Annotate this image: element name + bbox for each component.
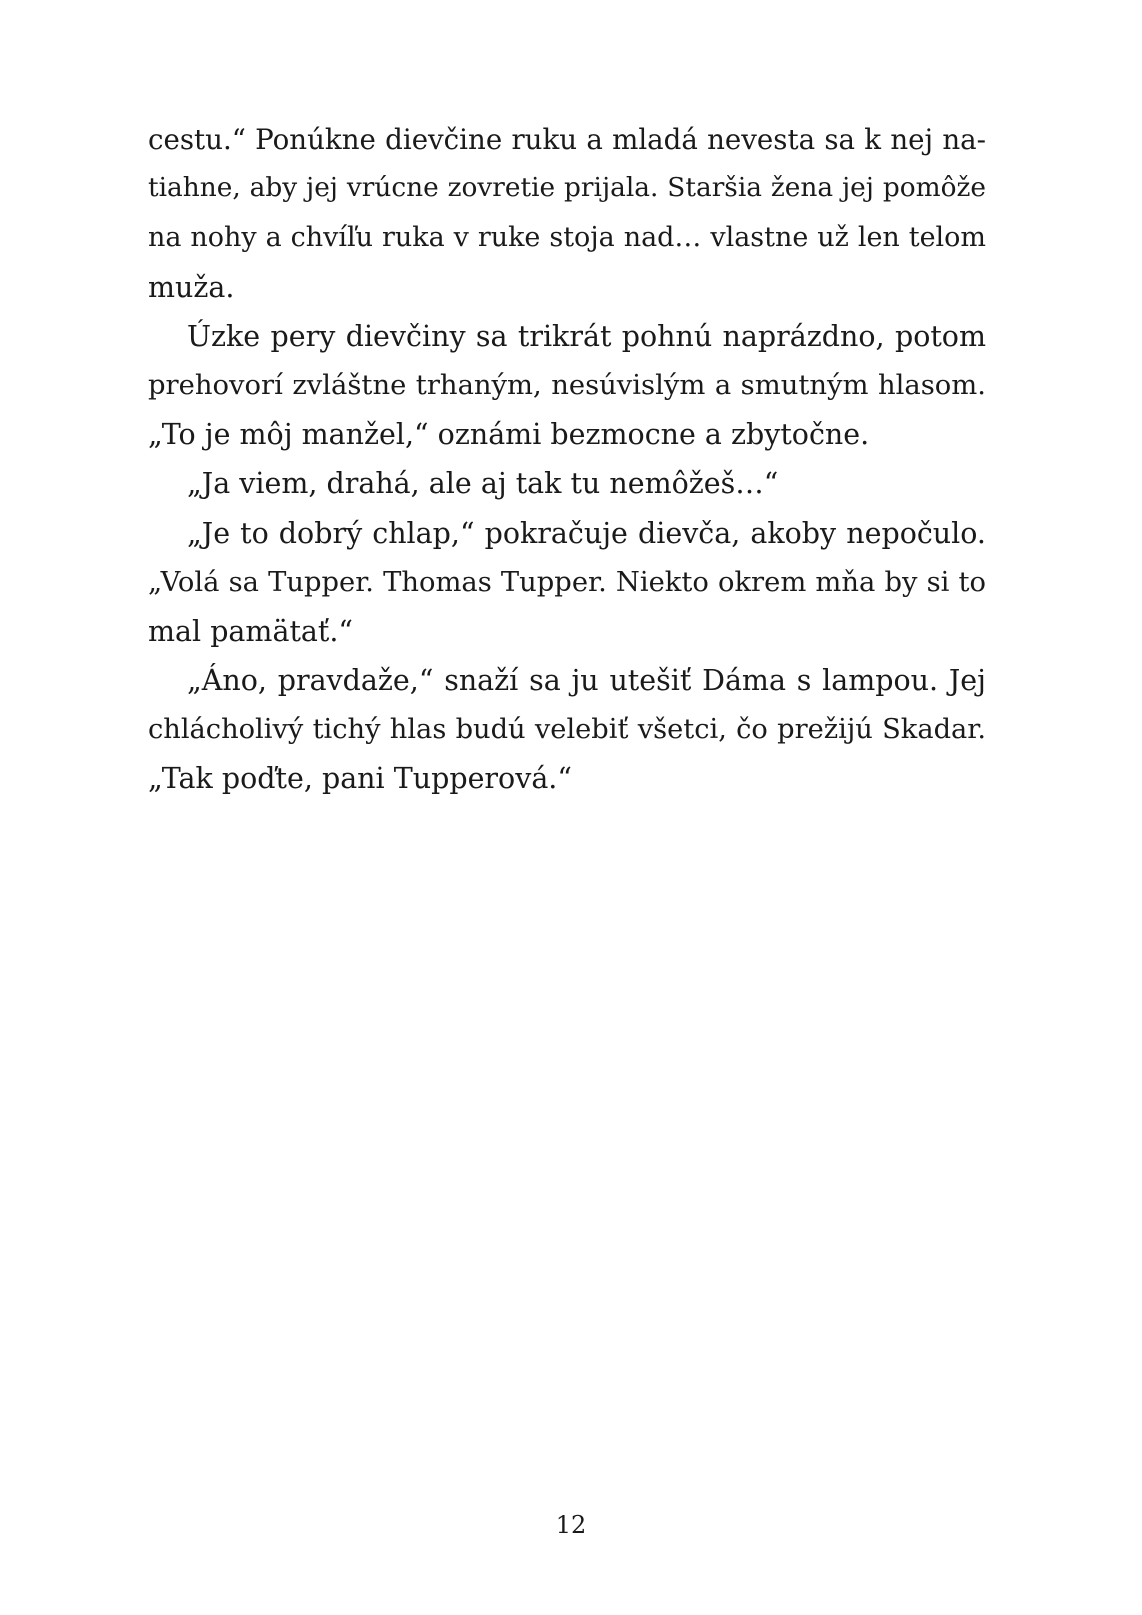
paragraph-4 — [148, 509, 986, 657]
page-number: 12 — [555, 1511, 587, 1539]
text-line: „Tak poďte, pani Tupperová.“ — [148, 762, 572, 796]
paragraph-2 — [148, 312, 986, 460]
text-line: „Volá sa Tupper. Thomas Tupper. Niekto okrem mňa by si to — [148, 566, 986, 598]
text-line: mal pamätať.“ — [148, 614, 353, 648]
text-line: chlácholivý tichý hlas budú velebiť všetci, čo prežijú Skadar. — [148, 714, 986, 746]
text-line: „Áno, pravdaže,“ snaží sa ju utešiť Dáma s lampou. Jej — [187, 664, 986, 698]
text-line: muža. — [148, 270, 235, 304]
text-line: Úzke pery dievčiny sa trikrát pohnú naprázdno, potom — [187, 319, 986, 353]
paragraph-1 — [148, 115, 986, 312]
text-line: „To je môj manžel,“ oznámi bezmocne a zbytočne. — [148, 418, 870, 452]
text-line: tiahne, aby jej vrúcne zovretie prijala. Staršia žena jej pomôže — [148, 173, 986, 204]
text-line: „Je to dobrý chlap,“ pokračuje dievča, akoby nepočulo. — [187, 516, 986, 550]
text-line: cestu.“ Ponúkne dievčine ruku a mladá nevesta sa k nej na- — [148, 123, 986, 156]
paragraph-5 — [148, 656, 986, 804]
paragraph-3 — [148, 459, 986, 508]
text-line: na nohy a chvíľu ruka v ruke stoja nad… vlastne už len telom — [148, 222, 986, 254]
body-text — [148, 115, 986, 804]
text-line: „Ja viem, drahá, ale aj tak tu nemôžeš…“ — [187, 467, 779, 501]
text-line: prehovorí zvláštne trhaným, nesúvislým a smutným hlasom. — [148, 369, 986, 401]
